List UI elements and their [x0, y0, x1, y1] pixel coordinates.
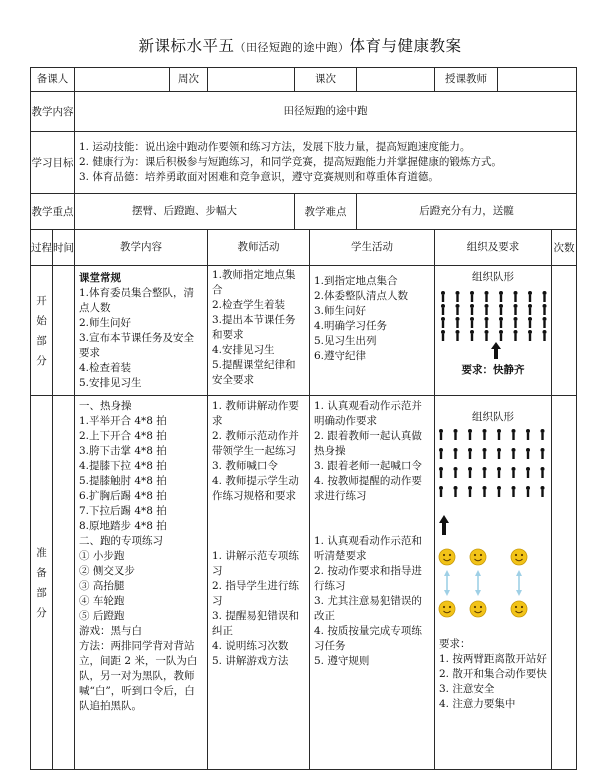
difficulty-label: 教学难点 — [295, 194, 357, 230]
start-teacher-activities — [208, 266, 310, 396]
col-content: 教学内容 — [75, 230, 208, 266]
student-figure-icon — [456, 291, 460, 302]
double-arrow-icon — [516, 570, 522, 596]
prep-org-title: 组织队形 — [472, 411, 514, 423]
prep-student-item: 1. 认真观看动作示范和听清楚要求 — [314, 535, 422, 562]
start-content-item: 5.安排见习生 — [79, 376, 142, 389]
content-label: 教学内容 — [31, 92, 75, 132]
prep-content — [75, 396, 208, 770]
start-teacher-item: 4.安排见习生 — [212, 344, 275, 356]
prep-student-item: 2. 跟着教师一起认真做热身操 — [314, 430, 422, 457]
preparer-value — [75, 68, 170, 92]
lesson-label: 课次 — [295, 68, 357, 92]
start-content-item: 1.体育委员集合整队，清点人数 — [79, 286, 195, 314]
prep-content-item: 6.扩胸后踢 4*8 拍 — [79, 490, 167, 502]
student-figure-icon — [512, 467, 516, 478]
student-figure-icon — [483, 429, 487, 440]
prep-teacher-item: 2. 指导学生进行练习 — [212, 580, 299, 607]
prep-content-item: 方法：两排同学背对背站立，间距 2 米，一队为白队，另一对为黑队，教师喊“白”，听到口令后，白队追拍黑队。 — [79, 640, 198, 712]
student-figure-icon — [497, 429, 501, 440]
prep-content-item: ③ 高抬腿 — [79, 580, 125, 592]
start-teacher-item: 2.检查学生着装 — [212, 299, 286, 311]
goals-label: 学习目标 — [31, 132, 75, 194]
goals-list — [75, 132, 577, 194]
prep-org-req-item: 4. 注意力要集中 — [439, 698, 516, 710]
start-organization — [435, 266, 552, 396]
student-figure-icon — [543, 291, 547, 302]
prep-teacher-item: 5. 讲解游戏方法 — [212, 655, 289, 667]
prep-org-requirements — [435, 635, 551, 714]
formation-diagram — [435, 285, 552, 363]
student-figure-icon — [456, 304, 460, 315]
lesson-value — [357, 68, 435, 92]
prep-teacher-item: 4. 说明练习次数 — [212, 640, 289, 652]
start-content — [75, 266, 208, 396]
student-figure-icon — [514, 304, 518, 315]
prep-teacher-item: 1. 教师讲解动作要求 — [212, 400, 299, 427]
col-process: 过程 — [31, 230, 53, 266]
student-figure-icon — [499, 304, 503, 315]
student-figure-icon — [454, 448, 458, 459]
prep-content-item: 游戏：黑与白 — [79, 625, 142, 637]
col-org: 组织及要求 — [435, 230, 552, 266]
start-org-title: 组织队形 — [472, 271, 514, 283]
goal-item: 3. 体育品德：培养勇敢面对困难和竞争意识，遵守竞赛规则和尊重体育道德。 — [79, 171, 439, 183]
student-figure-icon — [514, 317, 518, 328]
student-figure-icon — [528, 317, 532, 328]
prep-student-activities — [310, 396, 435, 770]
prep-student-item: 3. 跟着老师一起喊口令 — [314, 460, 422, 472]
start-content-item: 3.宣布本节课任务及安全要求 — [79, 331, 195, 359]
prep-content-item: ② 侧交叉步 — [79, 565, 135, 577]
prep-content-item: 一、热身操 — [79, 400, 132, 412]
key-points-label: 教学重点 — [31, 194, 75, 230]
teacher-arrow-icon — [491, 342, 501, 359]
content-value: 田径短跑的途中跑 — [75, 92, 577, 132]
prep-content-item: 4.提膝下拉 4*8 拍 — [79, 460, 167, 472]
start-content-item: 4.检查着装 — [79, 361, 132, 374]
teacher-value — [498, 68, 577, 92]
prep-student-item: 4. 按质按量完成专项练习任务 — [314, 625, 422, 652]
col-time: 时间 — [53, 230, 75, 266]
col-teacher: 教师活动 — [208, 230, 310, 266]
prep-teacher-activities — [208, 396, 310, 770]
start-teacher-item: 5.提醒课堂纪律和安全要求 — [212, 359, 296, 386]
prep-teacher-item: 1. 讲解示范专项练习 — [212, 550, 299, 577]
student-figure-icon — [528, 330, 532, 341]
smiley-icon — [439, 601, 455, 617]
student-figure-icon — [526, 486, 530, 497]
student-figure-icon — [512, 429, 516, 440]
start-org-requirement: 要求：快静齐 — [461, 364, 525, 376]
student-figure-icon — [439, 448, 443, 459]
prep-count — [552, 396, 577, 770]
student-figure-icon — [456, 317, 460, 328]
prep-content-item: ⑤ 后蹬跑 — [79, 610, 125, 622]
student-figure-icon — [497, 467, 501, 478]
prep-content-item: 2.上下开合 4*8 拍 — [79, 430, 167, 442]
teacher-label: 授课教师 — [435, 68, 498, 92]
prep-teacher-item: 3. 提醒易犯错误和纠正 — [212, 610, 299, 637]
student-figure-icon — [468, 486, 472, 497]
week-value — [208, 68, 295, 92]
double-arrow-icon — [475, 570, 481, 596]
start-student-item: 6.遵守纪律 — [314, 350, 367, 362]
student-figure-icon — [485, 317, 489, 328]
student-figure-icon — [454, 429, 458, 440]
student-figure-icon — [497, 486, 501, 497]
lesson-plan-table — [30, 67, 576, 770]
student-figure-icon — [439, 467, 443, 478]
student-figure-icon — [483, 448, 487, 459]
student-figure-icon — [526, 467, 530, 478]
start-student-item: 3.师生问好 — [314, 305, 367, 317]
preparer-label: 备课人 — [31, 68, 75, 92]
student-figure-icon — [468, 467, 472, 478]
student-figure-icon — [543, 330, 547, 341]
smiley-icon — [439, 549, 455, 565]
prep-org-req-item: 2. 散开和集合动作要快 — [439, 668, 547, 680]
student-figure-icon — [470, 291, 474, 302]
start-student-item: 2.体委整队清点人数 — [314, 290, 409, 302]
student-figure-icon — [483, 467, 487, 478]
prep-teacher-item: 3. 教师喊口令 — [212, 460, 278, 472]
student-figure-icon — [499, 317, 503, 328]
student-figure-icon — [528, 304, 532, 315]
student-figure-icon — [468, 429, 472, 440]
prep-teacher-item: 4. 教师提示学生动作练习规格和要求 — [212, 475, 299, 502]
start-time — [53, 266, 75, 396]
student-figure-icon — [454, 486, 458, 497]
student-figure-icon — [543, 304, 547, 315]
teacher-arrow-icon — [439, 515, 449, 535]
prep-organization — [435, 396, 552, 770]
student-figure-icon — [485, 291, 489, 302]
student-figure-icon — [470, 317, 474, 328]
start-student-activities — [310, 266, 435, 396]
student-figure-icon — [541, 467, 545, 478]
prep-content-item: ④ 车轮跑 — [79, 595, 125, 607]
col-count: 次数 — [552, 230, 577, 266]
prep-content-item: ① 小步跑 — [79, 550, 125, 562]
goal-item: 1. 运动技能：说出途中跑动作要领和练习方法，发展下肢力量，提高短跑速度能力。 — [79, 141, 471, 153]
start-content-title: 课堂常规 — [79, 271, 121, 284]
smiley-icon — [511, 549, 527, 565]
student-figure-icon — [497, 448, 501, 459]
student-figure-icon — [468, 448, 472, 459]
student-figure-icon — [528, 291, 532, 302]
student-figure-icon — [441, 317, 445, 328]
start-content-item: 2.师生问好 — [79, 316, 132, 329]
smiley-icon — [470, 601, 486, 617]
prep-content-item: 7.下拉后踢 4*8 拍 — [79, 505, 167, 517]
prep-teacher-item: 2. 教师示范动作并带领学生一起练习 — [212, 430, 299, 457]
student-figure-icon — [470, 304, 474, 315]
smiley-icon — [470, 549, 486, 565]
student-figure-icon — [541, 448, 545, 459]
student-figure-icon — [514, 330, 518, 341]
page-title: 新课标水平五（田径短跑的途中跑）体育与健康教案 — [138, 37, 462, 55]
goal-item: 2. 健康行为：课后积极参与短跑练习，和同学竞赛，提高短跑能力并掌握健康的锻炼方式。 — [79, 156, 502, 168]
student-figure-icon — [456, 330, 460, 341]
prep-student-item: 3. 尤其注意易犯错误的改正 — [314, 595, 422, 622]
col-student: 学生活动 — [310, 230, 435, 266]
student-figure-icon — [499, 330, 503, 341]
prep-content-item: 3.胯下击掌 4*8 拍 — [79, 445, 167, 457]
start-student-item: 4.明确学习任务 — [314, 320, 388, 332]
student-figure-icon — [441, 291, 445, 302]
student-figure-icon — [483, 486, 487, 497]
difficulty-value: 后蹬充分有力，送髋 — [357, 194, 577, 230]
student-figure-icon — [512, 486, 516, 497]
prep-section-label: 准备部分 — [31, 396, 53, 770]
student-figure-icon — [514, 291, 518, 302]
smiley-icon — [511, 601, 527, 617]
student-figure-icon — [454, 467, 458, 478]
start-student-item: 1.到指定地点集合 — [314, 275, 398, 287]
prep-student-item: 1. 认真观看动作示范并明确动作要求 — [314, 400, 422, 427]
prep-student-item: 2. 按动作要求和指导进行练习 — [314, 565, 422, 592]
student-figure-icon — [541, 429, 545, 440]
student-figure-icon — [441, 304, 445, 315]
prep-content-item: 8.原地踏步 4*8 拍 — [79, 520, 167, 532]
student-figure-icon — [512, 448, 516, 459]
student-figure-icon — [470, 330, 474, 341]
prep-time — [53, 396, 75, 770]
student-figure-icon — [485, 304, 489, 315]
student-figure-icon — [439, 486, 443, 497]
prep-org-req-item: 3. 注意安全 — [439, 683, 495, 695]
start-count — [552, 266, 577, 396]
student-figure-icon — [543, 317, 547, 328]
prep-formation-diagram — [435, 425, 551, 635]
week-label: 周次 — [170, 68, 208, 92]
student-figure-icon — [526, 429, 530, 440]
key-points-value: 摆臂、后蹬跑、步幅大 — [75, 194, 295, 230]
prep-org-req-label: 要求： — [439, 638, 471, 650]
prep-content-item: 5.提膝触肘 4*8 拍 — [79, 475, 167, 487]
start-student-item: 5.见习生出列 — [314, 335, 377, 347]
prep-org-req-item: 1. 按两臂距离散开站好 — [439, 653, 547, 665]
prep-student-item: 4. 按教师提醒的动作要求进行练习 — [314, 475, 422, 502]
student-figure-icon — [526, 448, 530, 459]
student-figure-icon — [485, 330, 489, 341]
student-figure-icon — [499, 291, 503, 302]
student-figure-icon — [541, 486, 545, 497]
student-figure-icon — [439, 429, 443, 440]
prep-content-item: 1.平举开合 4*8 拍 — [79, 415, 167, 427]
start-section-label: 开始部分 — [31, 266, 53, 396]
prep-content-item: 二、跑的专项练习 — [79, 535, 163, 547]
prep-student-item: 5. 遵守规则 — [314, 655, 370, 667]
start-teacher-item: 3.提出本节课任务和要求 — [212, 314, 296, 341]
student-figure-icon — [441, 330, 445, 341]
start-teacher-item: 1.教师指定地点集合 — [212, 269, 296, 296]
double-arrow-icon — [444, 570, 450, 596]
